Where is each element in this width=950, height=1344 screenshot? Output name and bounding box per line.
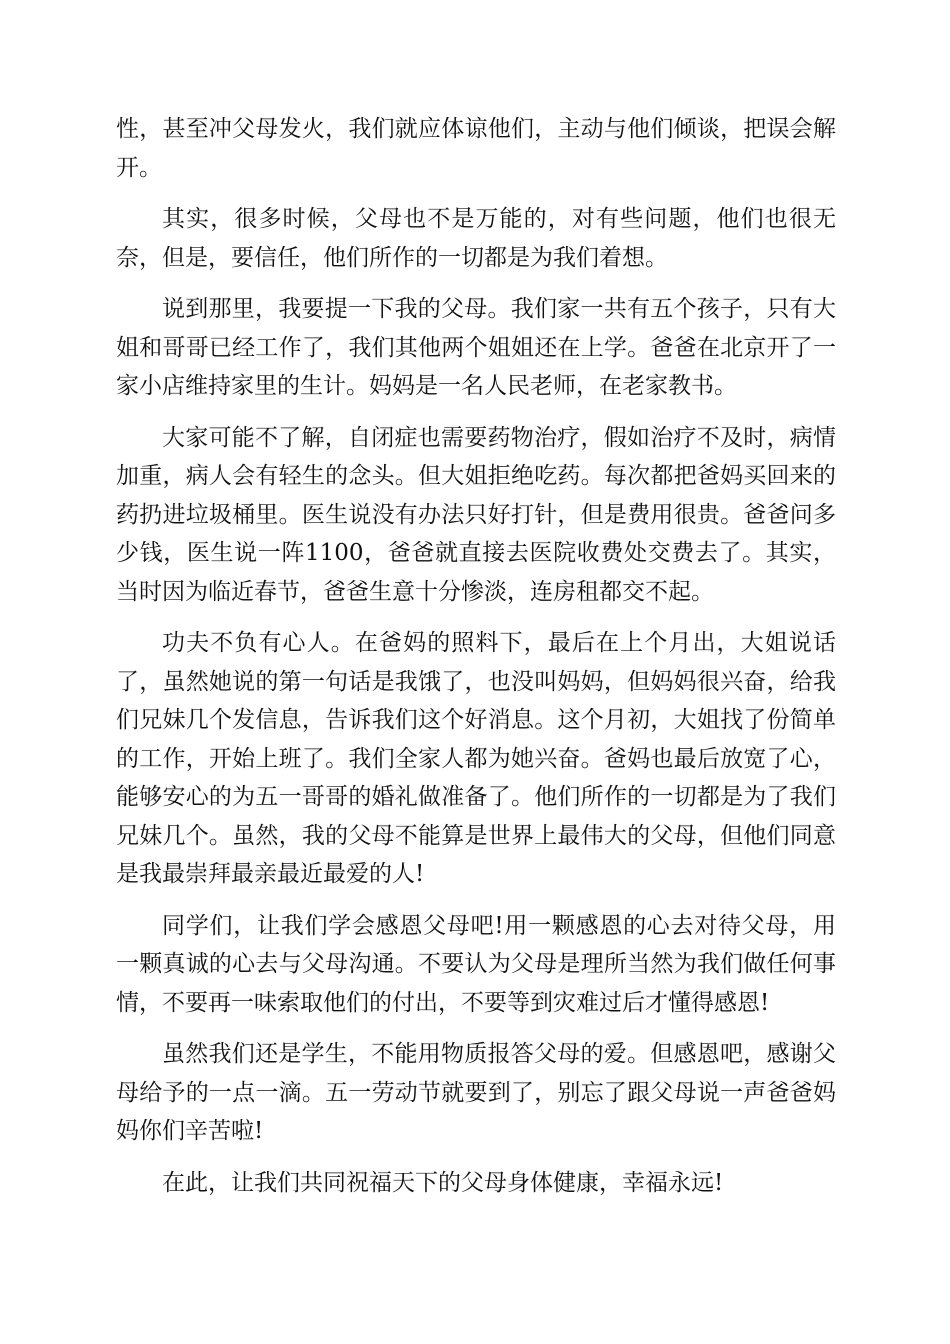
paragraph-6: 同学们，让我们学会感恩父母吧!用一颗感恩的心去对待父母，用一颗真诚的心去与父母沟通。不要认为父母是理所当然为我们做任何事情，不要再一味索取他们的付出，不要等到灾难过后才懂得感恩! (116, 912, 836, 1016)
paragraph-2: 其实，很多时候，父母也不是万能的，对有些问题，他们也很无奈，但是，要信任，他们所作的一切都是为我们着想。 (116, 206, 836, 271)
paragraph-5: 功夫不负有心人。在爸妈的照料下，最后在上个月出，大姐说话了，虽然她说的第一句话是我饿了，也没叫妈妈，但妈妈很兴奋，给我们兄妹几个发信息，告诉我们这个好消息。这个月初，大姐找了份简单的工作，开始上班了。我们全家人都为她兴奋。爸妈也最后放宽了心，能够安心的为五一哥哥的婚礼做准备了。他们所作的一切都是为了我们兄妹几个。虽然，我的父母不能算是世界上最伟大的父母，但他们同意是我最崇拜最亲最近最爱的人! (116, 630, 836, 887)
paragraph-4: 大家可能不了解，自闭症也需要药物治疗，假如治疗不及时，病情加重，病人会有轻生的念头。但大姐拒绝吃药。每次都把爸妈买回来的药扔进垃圾桶里。医生说没有办法只好打针，但是费用很贵。爸爸问多少钱，医生说一阵1100，爸爸就直接去医院收费处交费去了。其实，当时因为临近春节，爸爸生意十分惨淡，连房租都交不起。 (116, 424, 836, 605)
paragraph-1: 性，甚至冲父母发火，我们就应体谅他们，主动与他们倾谈，把误会解开。 (116, 116, 836, 181)
paragraph-8: 在此，让我们共同祝福天下的父母身体健康，幸福永远! (162, 1169, 724, 1196)
paragraph-3: 说到那里，我要提一下我的父母。我们家一共有五个孩子，只有大姐和哥哥已经工作了，我们其他两个姐姐还在上学。爸爸在北京开了一家小店维持家里的生计。妈妈是一名人民老师，在老家教书。 (116, 296, 836, 399)
paragraph-7: 虽然我们还是学生，不能用物质报答父母的爱。但感恩吧，感谢父母给予的一点一滴。五一劳动节就要到了，别忘了跟父母说一声爸爸妈妈你们辛苦啦! (116, 1041, 836, 1144)
